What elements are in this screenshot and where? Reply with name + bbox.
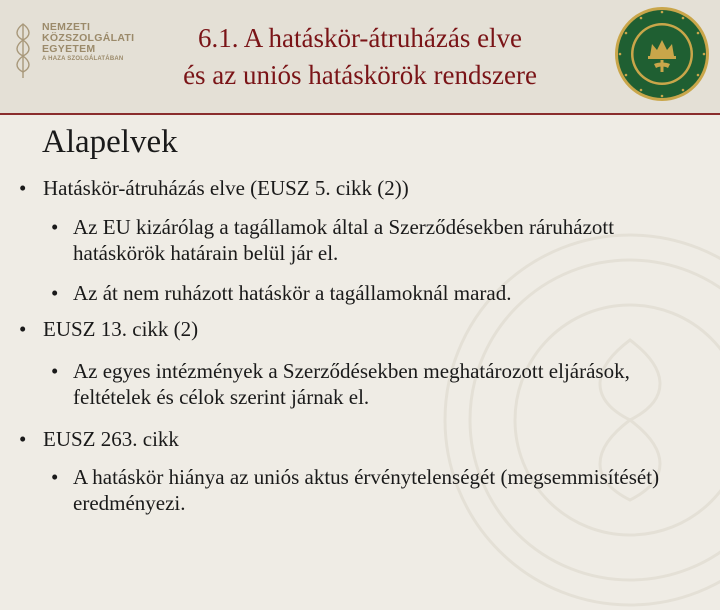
university-crest-icon (10, 22, 36, 80)
bullet-item (19, 316, 683, 342)
logo-tagline: A HAZA SZOLGÁLATÁBAN (42, 56, 124, 62)
bullet-icon: • (51, 281, 59, 305)
logo-line-3: EGYETEM (42, 43, 96, 55)
bullet-item (19, 426, 683, 452)
bullet-icon: • (19, 317, 27, 341)
bullet-icon: • (51, 465, 59, 489)
sub-bullet-item (51, 280, 683, 306)
bullet-text: Az egyes intézmények a Szerződésekben meghatározott eljárások, feltételek és célok szerint járnak el. (73, 359, 630, 409)
university-seal-icon (612, 4, 712, 104)
header-divider (0, 113, 720, 115)
university-logo (10, 18, 150, 88)
bullet-item (19, 175, 683, 201)
slide-title (130, 20, 590, 94)
logo-line-2: KÖZSZOLGÁLATI (42, 32, 135, 44)
bullet-text: EUSZ 13. cikk (2) (43, 317, 199, 341)
bullet-text: A hatáskör hiánya az uniós aktus érvénytelenségét (megsemmisítését) eredményezi. (73, 465, 660, 515)
bullet-text: EUSZ 263. cikk (43, 427, 179, 451)
title-line-2: és az uniós hatáskörök rendszere (183, 60, 537, 90)
title-line-1: 6.1. A hatáskör-átruházás elve (197, 23, 523, 53)
logo-line-1: NEMZETI (42, 21, 91, 33)
bullet-icon: • (51, 215, 59, 239)
bullet-text: Az át nem ruházott hatáskör a tagállamoknál marad. (73, 281, 512, 305)
bullet-icon: • (51, 359, 59, 383)
sub-bullet-item (51, 214, 683, 266)
bullet-icon: • (19, 176, 27, 200)
bullet-text: Az EU kizárólag a tagállamok által a Szerződésekben ráruházott hatáskörök határain belül jár el. (73, 215, 615, 265)
bullet-text: Hatáskör-átruházás elve (EUSZ 5. cikk (2)) (43, 176, 409, 200)
bullet-icon: • (19, 427, 27, 451)
sub-bullet-item (51, 464, 683, 516)
sub-bullet-item (51, 358, 683, 410)
section-heading: Alapelvek (42, 124, 178, 160)
